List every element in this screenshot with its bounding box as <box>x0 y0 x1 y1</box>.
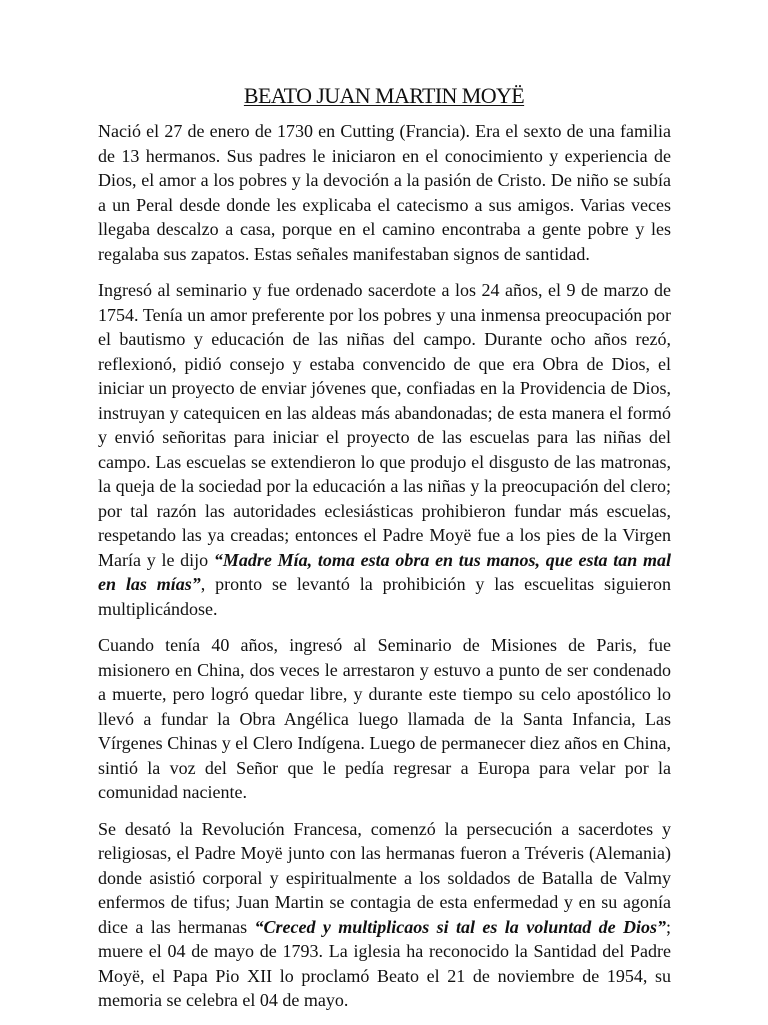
paragraph-text-continued: ; muere el 04 de mayo de 1793. La iglesia ha reconocido la Santidad del Padre Moyë, el Papa Pio XII lo proclamó Beato el 21 de noviembre de 1954, su memoria se celebra el 04 de mayo. <box>98 916 671 1010</box>
paragraph-text: Cuando tenía 40 años, ingresó al Seminario de Misiones de Paris, fue misionero en China, dos veces le arrestaron y estuvo a punto de ser condenado a muerte, pero logró quedar libre, y durante este tiempo su celo apostólico lo llevó a fundar la Obra Angélica luego llamada de la Santa Infancia, Las Vírgenes Chinas y el Clero Indígena. Luego de permanecer diez años en China, sintió la voz del Señor que le pedía regresar a Europa para velar por la comunidad naciente. <box>98 635 671 802</box>
paragraph-text: Nació el 27 de enero de 1730 en Cutting (Francia). Era el sexto de una familia de 13 hermanos. Sus padres le iniciaron en el conocimiento y experiencia de Dios, el amor a los pobres y la devoción a la pasión de Cristo. De niño se subía a un Peral desde donde les explicaba el catecismo a sus amigos. Varias veces llegaba descalzo a casa, porque en el camino encontraba a gente pobre y les regalaba sus zapatos. Estas señales manifestaban signos de santidad. <box>98 121 671 264</box>
paragraph-china-mission <box>98 633 671 805</box>
paragraph-text-continued: , pronto se levantó la prohibición y las escuelitas siguieron multiplicándose. <box>98 574 672 619</box>
paragraph-schools <box>98 278 671 621</box>
quote-madre-mia: “Madre Mía, toma esta obra en tus manos, que esta tan mal en las mías” <box>98 549 671 594</box>
document-body <box>98 119 671 1025</box>
document-title: BEATO JUAN MARTIN MOYË <box>243 83 525 108</box>
quote-creced: “Creced y multiplicaos si tal es la voluntad de Dios” <box>254 916 666 937</box>
paragraph-birth <box>98 119 671 266</box>
paragraph-death <box>98 817 671 1013</box>
paragraph-text: Ingresó al seminario y fue ordenado sacerdote a los 24 años, el 9 de marzo de 1754. Tenía un amor preferente por los pobres y una inmensa preocupación por el bautismo y educación de las niñas del campo. Durante ocho años rezó, reflexionó, pidió consejo y estaba convencido de que era Obra de Dios, el iniciar un proyecto de enviar jóvenes que, confiadas en la Providencia de Dios, instruyan y catequicen en las aldeas más abandonadas; de esta manera el formó y envió señoritas para iniciar el proyecto de las escuelas para las niñas del campo. Las escuelas se extendieron lo que produjo el disgusto de las matronas, la queja de la sociedad por la educación a las niñas y la preocupación del clero; por tal razón las autoridades eclesiásticas prohibieron fundar más escuelas, respetando las ya creadas; entonces el Padre Moyë fue a los pies de la Virgen María y le dijo <box>98 280 671 570</box>
paragraph-text: Se desató la Revolución Francesa, comenzó la persecución a sacerdotes y religiosas, el Padre Moyë junto con las hermanas fueron a Tréveris (Alemania) donde asistió corporal y espiritualmente a los soldados de Batalla de Valmy enfermos de tifus; Juan Martin se contagia de esta enfermedad y en su agonía dice a las hermanas <box>98 818 671 937</box>
